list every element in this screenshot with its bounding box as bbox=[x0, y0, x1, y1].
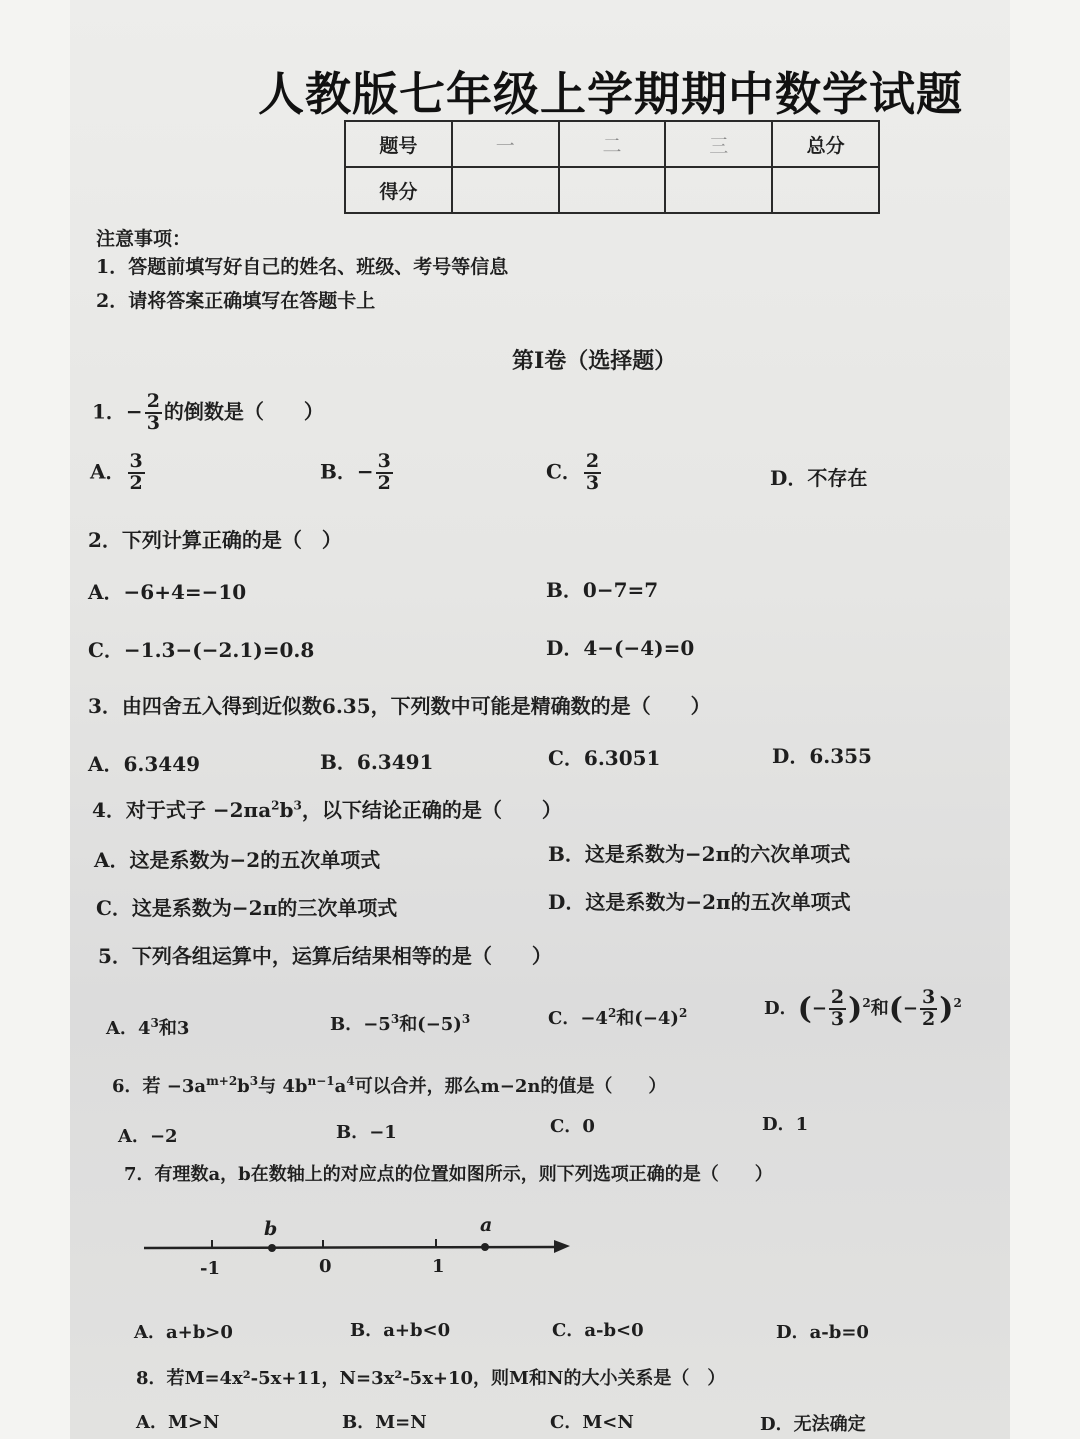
q7-option-a[interactable]: A．a+b>0 bbox=[134, 1322, 233, 1343]
arrow-right-icon bbox=[554, 1240, 570, 1253]
fraction-denominator: 3 bbox=[585, 471, 600, 494]
q3-option-a[interactable]: A．6.3449 bbox=[88, 752, 201, 776]
q8-option-a[interactable]: A．M>N bbox=[136, 1412, 220, 1433]
question-3-stem: 3．由四舍五入得到近似数6.35，下列数中可能是精确数的是（ ） bbox=[88, 694, 711, 718]
axis-label-a: a bbox=[480, 1214, 493, 1236]
fraction-numerator: 2 bbox=[146, 390, 160, 412]
open-paren: ( bbox=[888, 991, 903, 1027]
exponent: 3 bbox=[390, 1012, 400, 1026]
fraction-numerator: 2 bbox=[585, 450, 600, 472]
question-2-stem: 2．下列计算正确的是（ ） bbox=[88, 528, 342, 552]
frac-minus: − bbox=[902, 997, 918, 1019]
notes-item: 1．答题前填写好自己的姓名、班级、考号等信息 bbox=[96, 256, 509, 278]
q1-fraction bbox=[145, 392, 162, 434]
option-fraction bbox=[829, 988, 846, 1030]
q8-option-d[interactable]: D．无法确定 bbox=[760, 1414, 866, 1435]
option-minus: − bbox=[356, 459, 374, 484]
q7-option-d[interactable]: D．a-b=0 bbox=[776, 1322, 869, 1343]
fraction-numerator: 3 bbox=[922, 986, 936, 1008]
score-cell-label: 题号 bbox=[345, 121, 452, 167]
exponent: n−1 bbox=[307, 1074, 335, 1088]
option-base: C．−4 bbox=[548, 1008, 608, 1029]
exponent: 3 bbox=[249, 1074, 259, 1088]
fraction-denominator: 3 bbox=[830, 1007, 845, 1030]
q2-option-b[interactable]: B．0−7=7 bbox=[546, 578, 659, 602]
q5-option-b[interactable] bbox=[330, 1010, 470, 1036]
q4-option-d[interactable]: D．这是系数为−2π的五次单项式 bbox=[548, 890, 851, 914]
page-title: 人教版七年级上学期期中数学试题 bbox=[258, 67, 963, 121]
q6-stem-mid: 与 4b bbox=[258, 1076, 308, 1097]
q2-option-c[interactable]: C．−1.3−(−2.1)=0.8 bbox=[88, 638, 315, 662]
q1-option-d[interactable]: D．不存在 bbox=[770, 466, 868, 490]
fraction-numerator: 3 bbox=[129, 450, 143, 472]
q1-option-a[interactable] bbox=[90, 452, 147, 494]
q4-option-c[interactable]: C．这是系数为−2π的三次单项式 bbox=[96, 896, 398, 920]
option-rest: 和(−5) bbox=[399, 1014, 462, 1035]
exponent: 2 bbox=[678, 1006, 688, 1020]
option-label: B． bbox=[320, 459, 357, 484]
q4-variable: b bbox=[279, 798, 294, 822]
score-cell-part2: 二 bbox=[559, 121, 666, 167]
q5-option-a[interactable] bbox=[106, 1014, 189, 1040]
option-base: B．−5 bbox=[330, 1014, 391, 1035]
q8-option-c[interactable]: C．M<N bbox=[550, 1412, 634, 1433]
q6-option-c[interactable]: C．0 bbox=[550, 1116, 595, 1137]
q7-option-c[interactable]: C．a-b<0 bbox=[552, 1320, 644, 1341]
q4-option-b[interactable]: B．这是系数为−2π的六次单项式 bbox=[548, 842, 851, 866]
exponent: 3 bbox=[293, 798, 302, 813]
fraction-denominator: 2 bbox=[377, 471, 391, 494]
exponent: 4 bbox=[346, 1074, 355, 1088]
fraction-denominator: 2 bbox=[129, 471, 143, 494]
tick-label: 1 bbox=[432, 1256, 445, 1277]
point-b bbox=[268, 1244, 276, 1252]
section-title: 第I卷（选择题） bbox=[512, 348, 677, 374]
option-base: A．4 bbox=[106, 1018, 151, 1039]
score-cell-part1: 一 bbox=[452, 121, 559, 167]
question-7-stem: 7．有理数a，b在数轴上的对应点的位置如图所示，则下列选项正确的是（ ） bbox=[124, 1164, 773, 1185]
fraction-denominator: 3 bbox=[146, 411, 160, 434]
exponent: 2 bbox=[607, 1006, 617, 1020]
option-rest: 和(−4) bbox=[616, 1008, 679, 1029]
frac-minus: − bbox=[811, 997, 827, 1019]
q3-option-d[interactable]: D．6.355 bbox=[772, 744, 872, 768]
q3-option-b[interactable]: B．6.3491 bbox=[320, 750, 434, 774]
q5-option-c[interactable] bbox=[548, 1004, 687, 1030]
fraction-numerator: 2 bbox=[830, 986, 845, 1008]
tick-label: 0 bbox=[319, 1256, 332, 1277]
q1-option-c[interactable] bbox=[546, 452, 603, 494]
q6-stem-pre: 6．若 −3a bbox=[112, 1076, 207, 1097]
q1-minus: − bbox=[125, 399, 143, 424]
fraction-numerator: 3 bbox=[377, 450, 391, 472]
exponent: m+2 bbox=[206, 1074, 238, 1088]
tick-label: -1 bbox=[200, 1258, 220, 1279]
option-and: 和 bbox=[870, 997, 889, 1019]
notes-item: 2．请将答案正确填写在答题卡上 bbox=[96, 290, 376, 312]
q6-stem-post: 可以合并，那么m−2n的值是（ ） bbox=[354, 1076, 667, 1097]
q4-stem-pre: 4．对于式子 −2πa bbox=[92, 798, 272, 822]
question-6-stem bbox=[112, 1072, 666, 1098]
question-4-stem bbox=[92, 794, 562, 823]
q3-option-c[interactable]: C．6.3051 bbox=[548, 746, 661, 770]
option-fraction bbox=[920, 988, 937, 1030]
q5-option-d[interactable] bbox=[764, 988, 962, 1030]
exponent: 3 bbox=[150, 1016, 159, 1030]
q6-variable: a bbox=[334, 1076, 347, 1097]
q1-option-b[interactable] bbox=[320, 452, 395, 494]
question-8-stem: 8．若M=4x²-5x+11，N=3x²-5x+10，则M和N的大小关系是（ ） bbox=[136, 1368, 726, 1389]
point-a bbox=[481, 1243, 489, 1251]
q6-variable: b bbox=[237, 1076, 250, 1097]
q2-option-d[interactable]: D．4−(−4)=0 bbox=[546, 636, 695, 660]
axis-label-b: b bbox=[264, 1218, 278, 1240]
open-paren: ( bbox=[797, 991, 812, 1027]
number-line-axis bbox=[144, 1247, 560, 1248]
q4-option-a[interactable]: A．这是系数为−2的五次单项式 bbox=[94, 848, 381, 872]
score-cell-empty bbox=[452, 167, 559, 213]
q4-stem-post: ，以下结论正确的是（ ） bbox=[301, 798, 562, 822]
score-table bbox=[344, 120, 880, 214]
q6-option-d[interactable]: D．1 bbox=[762, 1114, 809, 1135]
q8-option-b[interactable]: B．M=N bbox=[342, 1412, 427, 1433]
q1-stem-text: 的倒数是（ ） bbox=[163, 399, 324, 424]
notes-heading: 注意事项： bbox=[96, 228, 192, 250]
question-1-stem bbox=[92, 392, 324, 434]
q2-option-a[interactable]: A．−6+4=−10 bbox=[88, 580, 247, 604]
option-rest: 和3 bbox=[158, 1018, 190, 1039]
question-5-stem: 5．下列各组运算中，运算后结果相等的是（ ） bbox=[98, 944, 552, 968]
option-label: D． bbox=[764, 997, 798, 1019]
score-cell-row-label: 得分 bbox=[345, 167, 452, 213]
option-fraction bbox=[584, 452, 601, 494]
option-label: A． bbox=[90, 459, 126, 484]
close-paren: ) bbox=[848, 991, 863, 1027]
score-cell-empty bbox=[559, 167, 666, 213]
exponent: 2 bbox=[271, 798, 280, 813]
q6-option-a[interactable]: A．−2 bbox=[118, 1126, 178, 1147]
exponent: 2 bbox=[862, 995, 871, 1010]
score-cell-total: 总分 bbox=[772, 121, 879, 167]
close-paren: ) bbox=[939, 991, 954, 1027]
exponent: 3 bbox=[461, 1012, 471, 1026]
option-fraction bbox=[128, 452, 145, 494]
fraction-denominator: 2 bbox=[922, 1007, 936, 1030]
q7-option-b[interactable]: B．a+b<0 bbox=[350, 1320, 451, 1341]
score-table-score-row bbox=[345, 167, 879, 213]
score-cell-empty bbox=[772, 167, 879, 213]
q1-number: 1． bbox=[92, 399, 126, 424]
exponent: 2 bbox=[953, 995, 962, 1010]
score-cell-part3: 三 bbox=[665, 121, 772, 167]
score-cell-empty bbox=[665, 167, 772, 213]
q6-option-b[interactable]: B．−1 bbox=[336, 1122, 397, 1143]
score-table-header-row bbox=[345, 121, 879, 167]
option-fraction bbox=[376, 452, 393, 494]
option-label: C． bbox=[546, 459, 582, 484]
